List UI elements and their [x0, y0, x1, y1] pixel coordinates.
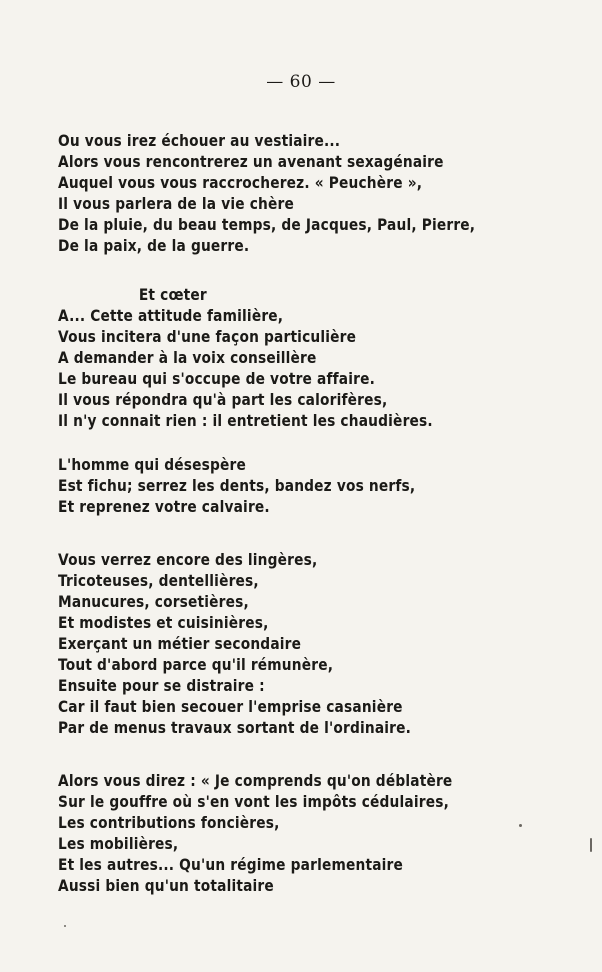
- stanza-2: [58, 284, 514, 431]
- poem-line: Et les autres... Qu'un régime parlementaire: [58, 855, 404, 874]
- poem-line: Vous verrez encore des lingères,: [58, 550, 318, 569]
- poem-line: Il n'y connait rien : il entretient les chaudières.: [58, 411, 433, 430]
- poem-line: Par de menus travaux sortant de l'ordinaire.: [58, 718, 412, 737]
- poem-line: Il vous parlera de la vie chère: [58, 194, 294, 213]
- poem-line: Est fichu; serrez les dents, bandez vos nerfs,: [58, 476, 416, 495]
- paper-speck: [64, 925, 66, 927]
- stanza-1: [58, 130, 514, 256]
- poem-line: Et modistes et cuisinières,: [58, 613, 269, 632]
- poem-text: [58, 130, 514, 896]
- poem-line: Alors vous rencontrerez un avenant sexagénaire: [58, 152, 444, 171]
- poem-line: Il vous répondra qu'à part les calorifères,: [58, 390, 388, 409]
- poem-line: Tricoteuses, dentellières,: [58, 571, 259, 590]
- poem-line: De la pluie, du beau temps, de Jacques, Paul, Pierre,: [58, 215, 476, 234]
- poem-line: Et reprenez votre calvaire.: [58, 497, 270, 516]
- poem-line: Car il faut bien secouer l'emprise casanière: [58, 697, 403, 716]
- paper-speck: [590, 838, 592, 852]
- stanza-5: [58, 770, 514, 896]
- poem-line: Les contributions foncières,: [58, 813, 280, 832]
- poem-line: De la paix, de la guerre.: [58, 236, 250, 255]
- poem-line: Les mobilières,: [58, 834, 179, 853]
- stanza-gap: [58, 517, 514, 549]
- poem-line: Manucures, corsetières,: [58, 592, 249, 611]
- poem-line: Vous incitera d'une façon particulière: [58, 327, 357, 346]
- paper-speck: [519, 824, 522, 827]
- poem-line: Auquel vous vous raccrocherez. « Peuchère »,: [58, 173, 423, 192]
- poem-line: Ensuite pour se distraire :: [58, 676, 265, 695]
- poem-line: A... Cette attitude familière,: [58, 306, 284, 325]
- poem-line: Sur le gouffre où s'en vont les impôts cédulaires,: [58, 792, 449, 811]
- stanza-gap: [58, 256, 514, 284]
- poem-line: Exerçant un métier secondaire: [58, 634, 302, 653]
- poem-line: Ou vous irez échouer au vestiaire...: [58, 131, 341, 150]
- poem-line: A demander à la voix conseillère: [58, 348, 317, 367]
- stanza-gap: [58, 431, 514, 454]
- stanza-3: [58, 454, 514, 517]
- poem-line: L'homme qui désespère: [58, 455, 246, 474]
- poem-line: Tout d'abord parce qu'il rémunère,: [58, 655, 334, 674]
- poem-line: Aussi bien qu'un totalitaire: [58, 876, 274, 895]
- stanza-4: [58, 549, 514, 738]
- poem-line: Alors vous direz : « Je comprends qu'on déblatère: [58, 771, 453, 790]
- stanza-heading: Et cœter: [138, 285, 207, 304]
- page-number: — 60 —: [266, 72, 336, 92]
- poem-line: Le bureau qui s'occupe de votre affaire.: [58, 369, 375, 388]
- stanza-gap: [58, 738, 514, 770]
